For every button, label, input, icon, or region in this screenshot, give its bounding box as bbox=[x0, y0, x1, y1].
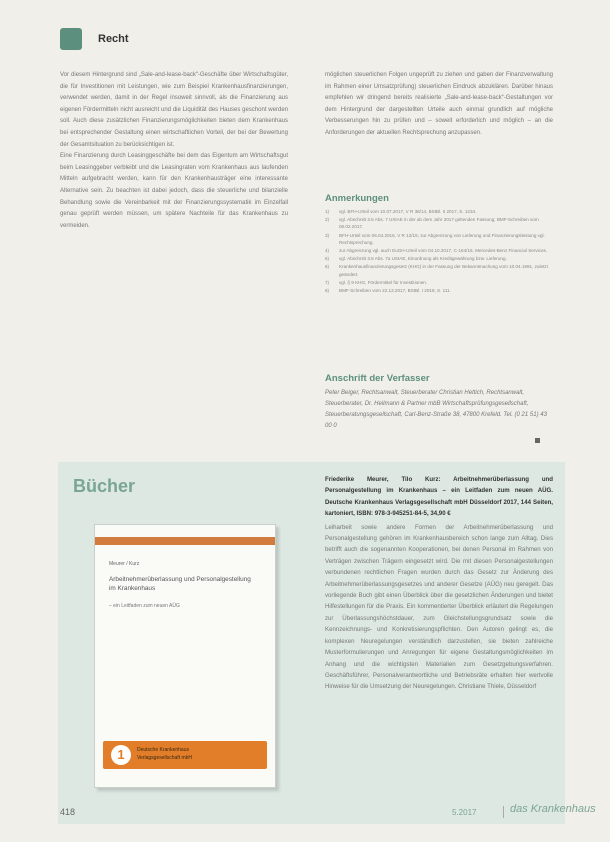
publisher-banner bbox=[103, 741, 267, 769]
footer-divider bbox=[503, 806, 504, 818]
review-text: Leiharbeit sowie andere Formen der Arbeitnehmerüberlassung und Personalgestellung gehören im Krankenhausbereich schon lange zum Alltag. Dies betrifft auch die sogenannten Kooperationen, bei denen Personal im Rahmen von Verträgen zwischen Trägern eingesetzt wird. Die mit diesen Personalgestellungen verbundenen rechtlichen Fragen wurden durch das Gesetz zur Änderung des Arbeitnehmerüberlassungsgesetzes und anderer Gesetze (AÜG) neu geregelt. Das vorliegende Buch gibt einen Überblick über die gesetzlichen Änderungen und bietet Hilfestellungen für die Praxis. Ein kommentierter Überblick erläutert die Regelungen zur Überlassungshöchstdauer, zum Gleichstellungsgrundsatz sowie die Kennzeichnungs- und Konkretisierungspflichten. Den Autoren gelingt es, die komplexen Neuregelungen verständlich darzustellen, sie bieten zahlreiche Musterformulierungen und Anregungen für eigene Gestaltungsmöglichkeiten im Anhang und die wichtigsten Materialien zum Gesetzgebungsverfahren. Geschäftsführer, Personalverantwortliche und Betriebsräte erhalten hier wertvolle Hinweise für die Umsetzung der Neuregelungen. Christiane Thiele, Düsseldorf bbox=[325, 523, 553, 691]
book-review bbox=[325, 474, 553, 814]
page-number: 418 bbox=[60, 807, 76, 817]
book-citation: Friederike Meurer, Tilo Kurz: Arbeitnehmerüberlassung und Personalgestellung im Krankenhaus – ein Leitfaden zum neuen AÜG. Deutsche Krankenhaus Verlagsgesellschaft mbH Düsseldorf 2017, 144 Seiten, kartoniert, ISBN: 978-3-945251-84-5, 34,90 € bbox=[325, 476, 553, 518]
note-item: 5) vgl. Abschnitt 3.5 Abs. 7a UStAE, Einordnung als Kreditgewährung bzw. Lieferung. bbox=[325, 256, 507, 262]
paragraph: Vor diesem Hintergrund sind „Sale-and-lease-back“-Geschäfte über Wirtschaftsgüter, die für Investitionen mit Leistungen, wie zum Beispiel Krankenhausfinanzierungen, verwendet werden, damit in der Regel insoweit sinnvoll, als die Finanzierung aus eigenen Fördermitteln nicht ausreicht und die Liquidität des Hauses geschont werden soll. Auch diese zusätzlichen Finanzierungsmöglichkeiten bieten dem Krankenhaus bei entsprechender Gestaltung einen wirtschaftlichen Vorteil, der bei der Bewertung der Gesamtsituation zu berücksichtigen ist. bbox=[60, 72, 288, 148]
note-item: 2) vgl. Abschnitt 3.5 Abs. 7 UStAE in der ab dem Jahr 2017 geltenden Fassung; BMF-Schreiben vom 06.02.2017. bbox=[325, 217, 539, 230]
note-item: 8) BMF-Schreiben vom 22.12.2017, BStBl. I 2018, S. 111. bbox=[325, 288, 451, 294]
section-title: Recht bbox=[98, 33, 129, 45]
publisher-name: Verlagsgesellschaft mbH bbox=[137, 755, 193, 761]
books-box bbox=[58, 462, 565, 824]
note-item: 3) BFH-Urteil vom 06.04.2016, V R 12/15; zur Abgrenzung von Lieferung und Finanzierungsleistung vgl. Rechtsprechung. bbox=[325, 232, 545, 245]
magazine-logo: das Krankenhaus bbox=[510, 803, 596, 815]
note-item: 7) vgl. § 9 KHG, Fördermittel für Investitionen. bbox=[325, 279, 428, 285]
note-item: 1) vgl. BFH-Urteil vom 10.07.2017, V R 38/14, BStBl. II 2017, S. 1234. bbox=[325, 209, 477, 214]
cover-author: Meurer / Kurz bbox=[109, 561, 140, 567]
paragraph: Eine Finanzierung durch Leasinggeschäfte bei dem das Eigentum am Wirtschaftsgut beim Leasinggeber verbleibt und die Leasingraten vom Krankenhaus aus laufenden Mitteln aufgebracht werden, kann für den Krankenhausträger eine interessante Alternative sein. Zu beachten ist dabei jedoch, dass die steuerliche und bilanzielle Behandlung sowie die Vereinbarkeit mit der Finanzierungssystematik im Einzelfall genau geprüft werden müssen, um spätere Nachteile für das Krankenhaus zu vermeiden. bbox=[60, 153, 288, 229]
note-item: 4) zur Abgrenzung vgl. auch EuGH-Urteil vom 04.10.2017, C-164/16, Mercedes-Benz Financial Services. bbox=[325, 248, 548, 254]
end-mark-icon bbox=[535, 438, 540, 443]
books-heading: Bücher bbox=[73, 476, 136, 496]
paragraph: möglichen steuerlichen Folgen ungeprüft zu ziehen und gaben der Finanzverwaltung im Rahmen einer Umsatzprüfung) steuerlichen Eindruck abzuklären. Darüber hinaus empfehlen wir dringend bereits realisierte „Sale-and-lease-back“-Gestaltungen vor dem Hintergrund der dargestellten Urteile auch einmal grundlich auf mögliche Verbesserungen hin zu prüfen und – soweit erforderlich und möglich – an die Anforderungen der aktuellen Rechtsprechung anzupassen. bbox=[325, 72, 553, 136]
authors-heading: Anschrift der Verfasser bbox=[325, 373, 430, 384]
authors-address: Peter Beiger, Rechtsanwalt, Steuerberater Christian Hettich, Rechtsanwalt, Steuerberater, Dr. Heilmann & Partner mbB Wirtschaftsprüfungsgesellschaft, Steuerberatungsgesellschaft, Carl-Benz-Straße 38, 47800 Krefeld. Tel. (0 21 51) 43 00 0 bbox=[325, 390, 547, 429]
article-column-left bbox=[60, 70, 288, 452]
cover-title: Arbeitnehmerüberlassung und Personalgestellung im Krankenhaus bbox=[109, 576, 251, 592]
issue-label: 5.2017 bbox=[452, 808, 477, 817]
notes-list bbox=[325, 208, 553, 358]
notes-heading: Anmerkungen bbox=[325, 193, 389, 204]
article-column-right bbox=[325, 70, 553, 188]
cover-stripe bbox=[95, 537, 275, 545]
note-item: 6) Krankenhausfinanzierungsgesetz (KHG) in der Fassung der Bekanntmachung vom 10.04.1991, zuletzt geändert. bbox=[325, 264, 548, 277]
section-tag-icon bbox=[60, 28, 82, 50]
publisher-logo-icon: 1 bbox=[111, 745, 131, 765]
publisher-name: Deutsche Krankenhaus bbox=[137, 747, 189, 753]
book-cover bbox=[94, 524, 276, 788]
cover-subtitle: – ein Leitfaden zum neuen AÜG bbox=[109, 603, 180, 609]
